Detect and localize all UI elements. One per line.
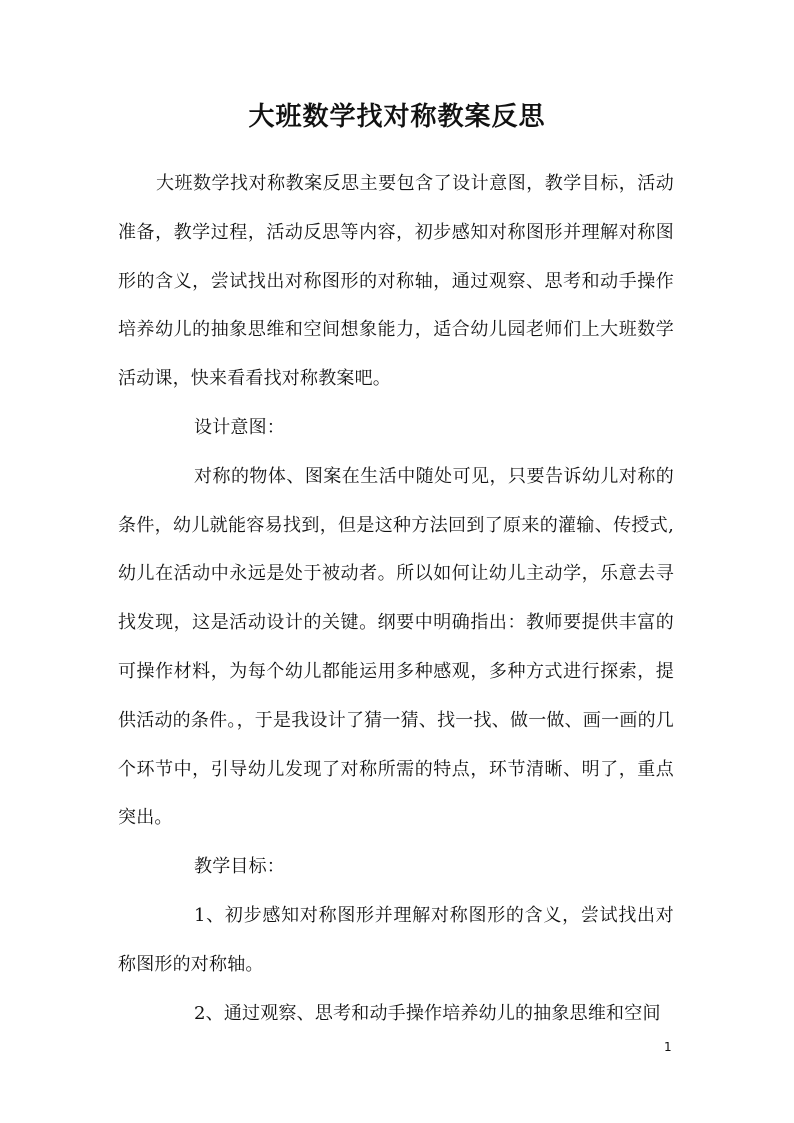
teaching-goal-1: 1、初步感知对称图形并理解对称图形的含义，尝试找出对称图形的对称轴。 [118,904,674,975]
section-heading-design-intent: 设计意图： [194,416,285,438]
intro-paragraph: 大班数学找对称教案反思主要包含了设计意图，教学目标，活动准备，教学过程，活动反思等内容，初步感知对称图形并理解对称图形的含义，尝试找出对称图形的对称轴，通过观察、思考和动手操作培养幼儿的抽象思维和空间想象能力，适合幼儿园老师们上大班数学活动课，快来看看找对称教案吧。 [118,173,674,390]
page-number: 1 [664,1040,672,1054]
section-heading-teaching-goals: 教学目标： [194,856,285,878]
design-intent-paragraph: 对称的物体、图案在生活中随处可见，只要告诉幼儿对称的条件，幼儿就能容易找到，但是这种方法回到了原来的灌输、传授式,幼儿在活动中永远是处于被动者。所以如何让幼儿主动学，乐意去寻找发现，这是活动设计的关键。纲要中明确指出：教师要提供丰富的可操作材料，为每个幼儿都能运用多种感观，多种方式进行探索，提供活动的条件。，于是我设计了猜一猜、找一找、做一做、画一画的几个环节中，引导幼儿发现了对称所需的特点，环节清晰、明了，重点突出。 [118,465,674,829]
document-body [118,160,674,1038]
document-title: 大班数学找对称教案反思 [248,102,546,132]
teaching-goal-2: 2、通过观察、思考和动手操作培养幼儿的抽象思维和空间 [194,1002,661,1024]
